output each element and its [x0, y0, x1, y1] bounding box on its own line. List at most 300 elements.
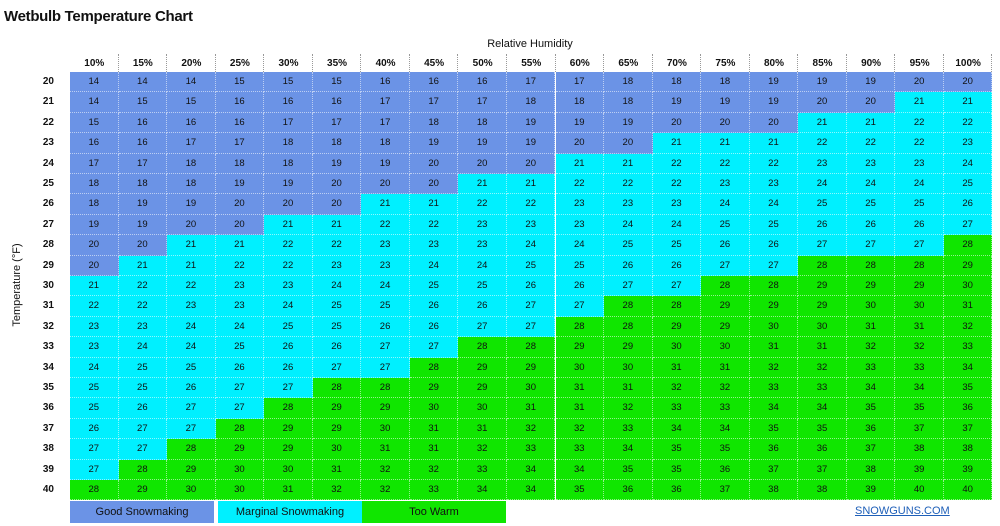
heatmap-cell: 24 — [556, 235, 605, 255]
heatmap-cell: 36 — [701, 460, 750, 480]
heatmap-cell: 31 — [313, 460, 362, 480]
heatmap-cell: 21 — [701, 133, 750, 153]
heatmap-cell: 23 — [944, 133, 993, 153]
heatmap-cell: 32 — [604, 398, 653, 418]
row-label: 28 — [42, 239, 54, 251]
legend-good-snowmaking: Good Snowmaking — [70, 501, 214, 523]
heatmap-cell: 34 — [701, 419, 750, 439]
heatmap-cell: 20 — [458, 154, 507, 174]
heatmap-cell: 24 — [70, 358, 119, 378]
heatmap-cell: 21 — [167, 256, 216, 276]
heatmap-cell: 31 — [944, 296, 993, 316]
heatmap-cell: 25 — [70, 378, 119, 398]
heatmap-cell: 18 — [604, 92, 653, 112]
heatmap-cell: 30 — [216, 460, 265, 480]
heatmap-cell: 22 — [895, 113, 944, 133]
heatmap-cell: 28 — [750, 276, 799, 296]
heatmap-cell: 27 — [70, 439, 119, 459]
heatmap-cell: 18 — [410, 113, 459, 133]
heatmap-cell: 14 — [119, 72, 168, 92]
heatmap-cell: 23 — [167, 296, 216, 316]
heatmap-cell: 25 — [119, 358, 168, 378]
heatmap-cell: 38 — [895, 439, 944, 459]
heatmap-cell: 34 — [847, 378, 896, 398]
heatmap-cell: 18 — [70, 174, 119, 194]
heatmap-cell: 23 — [216, 276, 265, 296]
heatmap-cell: 17 — [556, 72, 605, 92]
heatmap-cell: 16 — [264, 92, 313, 112]
heatmap-cell: 18 — [556, 92, 605, 112]
row-label: 24 — [42, 157, 54, 169]
heatmap-cell: 35 — [653, 460, 702, 480]
row-label: 30 — [42, 280, 54, 291]
heatmap-cell: 23 — [604, 194, 653, 214]
heatmap-cell: 29 — [847, 276, 896, 296]
heatmap-cell: 22 — [264, 235, 313, 255]
heatmap-cell: 20 — [604, 133, 653, 153]
heatmap-cell: 20 — [313, 174, 362, 194]
heatmap-cell: 30 — [458, 398, 507, 418]
heatmap-cell: 26 — [167, 378, 216, 398]
row-label: 31 — [42, 300, 54, 312]
heatmap-cell: 29 — [216, 439, 265, 459]
heatmap-cell: 34 — [653, 419, 702, 439]
heatmap-cell: 28 — [167, 439, 216, 459]
heatmap-cell: 38 — [750, 480, 799, 500]
heatmap-cell: 39 — [847, 480, 896, 500]
heatmap-cell: 23 — [507, 215, 556, 235]
heatmap-cell: 26 — [701, 235, 750, 255]
heatmap-cell: 31 — [750, 337, 799, 357]
heatmap-cell: 21 — [604, 154, 653, 174]
heatmap-cell: 31 — [410, 439, 459, 459]
heatmap-cell: 25 — [895, 194, 944, 214]
heatmap-cell: 30 — [895, 296, 944, 316]
heatmap-cell: 26 — [410, 317, 459, 337]
heatmap-cell: 22 — [556, 174, 605, 194]
heatmap-cell: 21 — [944, 92, 993, 112]
heatmap-cell: 22 — [119, 276, 168, 296]
heatmap-cell: 17 — [167, 133, 216, 153]
heatmap-cell: 25 — [507, 256, 556, 276]
heatmap-cell: 28 — [653, 296, 702, 316]
heatmap-cell: 26 — [119, 398, 168, 418]
heatmap-cell: 21 — [167, 235, 216, 255]
heatmap-cell: 27 — [944, 215, 993, 235]
heatmap-cell: 22 — [410, 215, 459, 235]
heatmap-cell: 17 — [410, 92, 459, 112]
heatmap-cell: 19 — [119, 194, 168, 214]
heatmap-cell: 17 — [216, 133, 265, 153]
heatmap-cell: 29 — [264, 439, 313, 459]
heatmap-cell: 24 — [847, 174, 896, 194]
heatmap-cell: 22 — [798, 133, 847, 153]
heatmap-cell: 33 — [653, 398, 702, 418]
y-axis-title: Temperature (°F) — [11, 243, 23, 327]
row-label: 35 — [42, 382, 54, 393]
heatmap-cell: 37 — [750, 460, 799, 480]
heatmap-cell: 30 — [604, 358, 653, 378]
heatmap-cell: 20 — [895, 72, 944, 92]
heatmap-cell: 16 — [70, 133, 119, 153]
heatmap-cell: 20 — [847, 92, 896, 112]
heatmap-cell: 27 — [750, 256, 799, 276]
heatmap-cell: 35 — [798, 419, 847, 439]
heatmap-cell: 29 — [361, 398, 410, 418]
heatmap-cell: 34 — [507, 460, 556, 480]
heatmap-cell: 26 — [410, 296, 459, 316]
heatmap-cell: 29 — [507, 358, 556, 378]
heatmap-cell: 22 — [701, 154, 750, 174]
heatmap-cell: 21 — [119, 256, 168, 276]
column-header: 10% — [84, 58, 105, 69]
heatmap-cell: 37 — [895, 419, 944, 439]
heatmap-cell: 28 — [895, 256, 944, 276]
heatmap-cell: 23 — [798, 154, 847, 174]
heatmap-cell: 31 — [604, 378, 653, 398]
heatmap-cell: 25 — [264, 317, 313, 337]
heatmap-cell: 21 — [895, 92, 944, 112]
heatmap-cell: 23 — [361, 256, 410, 276]
heatmap-cell: 37 — [798, 460, 847, 480]
heatmap-cell: 19 — [313, 154, 362, 174]
heatmap-cell: 27 — [167, 419, 216, 439]
heatmap-cell: 23 — [750, 174, 799, 194]
heatmap-cell: 28 — [798, 256, 847, 276]
heatmap-cell: 26 — [216, 358, 265, 378]
heatmap-cell: 27 — [653, 276, 702, 296]
heatmap-cell: 19 — [119, 215, 168, 235]
heatmap-cell: 19 — [750, 92, 799, 112]
heatmap-cell: 29 — [701, 296, 750, 316]
heatmap-cell: 24 — [701, 194, 750, 214]
heatmap-cell: 36 — [750, 439, 799, 459]
heatmap-cell: 21 — [653, 133, 702, 153]
heatmap-cell: 30 — [167, 480, 216, 500]
row-label: 26 — [42, 198, 54, 210]
heatmap-cell: 29 — [750, 296, 799, 316]
heatmap-cell: 31 — [847, 317, 896, 337]
row-label: 36 — [42, 402, 54, 414]
heatmap-cell: 22 — [895, 133, 944, 153]
heatmap-cell: 31 — [556, 378, 605, 398]
heatmap-cell: 21 — [216, 235, 265, 255]
heatmap-cell: 28 — [556, 317, 605, 337]
heatmap-cell: 37 — [847, 439, 896, 459]
heatmap-cell: 19 — [70, 215, 119, 235]
heatmap-cell: 26 — [507, 276, 556, 296]
heatmap-cell: 27 — [361, 337, 410, 357]
heatmap-cell: 18 — [701, 72, 750, 92]
heatmap-cell: 17 — [361, 113, 410, 133]
heatmap-cell: 23 — [410, 235, 459, 255]
heatmap-cell: 19 — [458, 133, 507, 153]
heatmap-cell: 27 — [119, 439, 168, 459]
column-header: 100% — [955, 58, 981, 69]
column-header: 20% — [181, 58, 202, 69]
heatmap-cell: 28 — [264, 398, 313, 418]
heatmap-cell: 32 — [750, 358, 799, 378]
heatmap-cell: 27 — [410, 337, 459, 357]
heatmap-cell: 30 — [653, 337, 702, 357]
heatmap-cell: 26 — [70, 419, 119, 439]
heatmap-cell: 29 — [895, 276, 944, 296]
heatmap-cell: 32 — [361, 480, 410, 500]
heatmap-cell: 20 — [701, 113, 750, 133]
heatmap-cell: 29 — [556, 337, 605, 357]
heatmap-cell: 32 — [507, 419, 556, 439]
column-header: 65% — [618, 58, 639, 69]
heatmap-cell: 36 — [847, 419, 896, 439]
heatmap-cell: 28 — [216, 419, 265, 439]
heatmap-cell: 21 — [507, 174, 556, 194]
heatmap-cell: 26 — [604, 256, 653, 276]
heatmap-cell: 19 — [750, 72, 799, 92]
heatmap-cell: 23 — [70, 317, 119, 337]
heatmap-cell: 34 — [798, 398, 847, 418]
heatmap-cell: 31 — [653, 358, 702, 378]
heatmap-cell: 35 — [653, 439, 702, 459]
legend-marginal-snowmaking: Marginal Snowmaking — [218, 501, 362, 523]
heatmap-cell: 25 — [70, 398, 119, 418]
column-header: 70% — [666, 58, 687, 69]
heatmap-cell: 33 — [750, 378, 799, 398]
chart-title: Wetbulb Temperature Chart — [4, 8, 193, 25]
heatmap-cell: 22 — [604, 174, 653, 194]
heatmap-cell: 38 — [944, 439, 993, 459]
row-label: 22 — [42, 116, 54, 128]
heatmap-cell: 25 — [798, 194, 847, 214]
heatmap-cell: 28 — [701, 276, 750, 296]
heatmap-cell: 15 — [264, 72, 313, 92]
heatmap-cell: 22 — [361, 215, 410, 235]
heatmap-cell: 36 — [798, 439, 847, 459]
column-header: 95% — [909, 58, 930, 69]
heatmap-cell: 29 — [458, 358, 507, 378]
heatmap-cell: 24 — [264, 296, 313, 316]
heatmap-cell: 24 — [750, 194, 799, 214]
heatmap-cell: 16 — [216, 92, 265, 112]
heatmap-cell: 31 — [361, 439, 410, 459]
heatmap-cell: 26 — [653, 256, 702, 276]
heatmap-cell: 18 — [264, 154, 313, 174]
heatmap-cell: 23 — [458, 235, 507, 255]
heatmap-cell: 29 — [604, 337, 653, 357]
heatmap-cell: 28 — [507, 337, 556, 357]
heatmap-cell: 35 — [604, 460, 653, 480]
heatmap-cell: 31 — [458, 419, 507, 439]
heatmap-cell: 27 — [313, 358, 362, 378]
heatmap-cell: 25 — [216, 337, 265, 357]
heatmap-cell: 29 — [313, 398, 362, 418]
heatmap-cell: 32 — [361, 460, 410, 480]
heatmap-cell: 29 — [167, 460, 216, 480]
heatmap-cell: 22 — [216, 256, 265, 276]
heatmap-cell: 16 — [361, 72, 410, 92]
heatmap-cell: 18 — [361, 133, 410, 153]
heatmap-cell: 16 — [167, 113, 216, 133]
heatmap-cell: 36 — [944, 398, 993, 418]
heatmap-cell: 28 — [70, 480, 119, 500]
heatmap-cell: 19 — [556, 113, 605, 133]
heatmap-cell: 23 — [556, 194, 605, 214]
heatmap-cell: 19 — [507, 113, 556, 133]
heatmap-cell: 34 — [895, 378, 944, 398]
x-axis-title: Relative Humidity — [487, 38, 573, 50]
heatmap-cell: 25 — [119, 378, 168, 398]
heatmap-cell: 23 — [556, 215, 605, 235]
heatmap-cell: 17 — [458, 92, 507, 112]
heatmap-cell: 23 — [653, 194, 702, 214]
heatmap-cell: 18 — [264, 133, 313, 153]
heatmap-cell: 30 — [507, 378, 556, 398]
heatmap-cell: 30 — [361, 419, 410, 439]
heatmap-cell: 26 — [798, 215, 847, 235]
heatmap-cell: 31 — [556, 398, 605, 418]
heatmap-cell: 20 — [167, 215, 216, 235]
heatmap-cell: 27 — [556, 296, 605, 316]
heatmap-cell: 25 — [458, 276, 507, 296]
column-header: 80% — [763, 58, 784, 69]
heatmap-cell: 27 — [264, 378, 313, 398]
heatmap-cell: 31 — [798, 337, 847, 357]
heatmap-cell: 32 — [701, 378, 750, 398]
heatmap-cell: 30 — [313, 439, 362, 459]
heatmap-cell: 17 — [313, 113, 362, 133]
heatmap-cell: 20 — [556, 133, 605, 153]
brand-link[interactable]: SNOWGUNS.COM — [855, 505, 950, 517]
heatmap-cell: 37 — [701, 480, 750, 500]
heatmap-cell: 32 — [556, 419, 605, 439]
heatmap-cell: 20 — [70, 256, 119, 276]
heatmap-cell: 19 — [653, 92, 702, 112]
heatmap-cell: 29 — [119, 480, 168, 500]
heatmap-cell: 20 — [798, 92, 847, 112]
heatmap-cell: 40 — [944, 480, 993, 500]
heatmap-cell: 21 — [847, 113, 896, 133]
heatmap-cell: 35 — [944, 378, 993, 398]
heatmap-cell: 32 — [458, 439, 507, 459]
heatmap-cell: 27 — [798, 235, 847, 255]
heatmap-cell: 27 — [847, 235, 896, 255]
heatmap-cell: 20 — [119, 235, 168, 255]
heatmap-cell: 18 — [313, 133, 362, 153]
heatmap-cell: 39 — [895, 460, 944, 480]
heatmap-cell: 24 — [604, 215, 653, 235]
heatmap-cell: 29 — [653, 317, 702, 337]
heatmap-cell: 19 — [507, 133, 556, 153]
heatmap-cell: 20 — [410, 174, 459, 194]
heatmap-cell: 32 — [798, 358, 847, 378]
heatmap-cell: 15 — [119, 92, 168, 112]
heatmap-cell: 33 — [604, 419, 653, 439]
heatmap-cell: 20 — [216, 194, 265, 214]
heatmap-cell: 28 — [361, 378, 410, 398]
heatmap-cell: 20 — [750, 113, 799, 133]
heatmap-cell: 17 — [119, 154, 168, 174]
heatmap-cell: 23 — [313, 256, 362, 276]
legend-too-warm: Too Warm — [362, 501, 506, 523]
heatmap-cell: 27 — [507, 317, 556, 337]
heatmap-cell: 33 — [895, 358, 944, 378]
heatmap-cell: 16 — [458, 72, 507, 92]
heatmap-cell: 24 — [798, 174, 847, 194]
heatmap-cell: 18 — [507, 92, 556, 112]
heatmap-cell: 26 — [264, 337, 313, 357]
heatmap-cell: 32 — [895, 337, 944, 357]
heatmap-cell: 29 — [458, 378, 507, 398]
heatmap-cell: 18 — [167, 154, 216, 174]
heatmap-cell: 19 — [410, 133, 459, 153]
heatmap-cell: 31 — [264, 480, 313, 500]
heatmap-cell: 31 — [410, 419, 459, 439]
heatmap-cell: 20 — [216, 215, 265, 235]
heatmap-cell: 33 — [798, 378, 847, 398]
heatmap-cell: 29 — [798, 276, 847, 296]
heatmap-cell: 30 — [798, 317, 847, 337]
heatmap-cell: 29 — [798, 296, 847, 316]
column-header: 60% — [569, 58, 590, 69]
heatmap-cell: 18 — [70, 194, 119, 214]
heatmap-cell: 30 — [216, 480, 265, 500]
heatmap-cell: 33 — [944, 337, 993, 357]
heatmap-cell: 25 — [653, 235, 702, 255]
heatmap-cell: 24 — [167, 337, 216, 357]
heatmap-cell: 20 — [361, 174, 410, 194]
heatmap-cell: 34 — [507, 480, 556, 500]
row-label: 40 — [42, 484, 54, 495]
heatmap-cell: 29 — [313, 419, 362, 439]
row-label: 27 — [42, 218, 54, 230]
heatmap-cell: 20 — [653, 113, 702, 133]
heatmap-cell: 29 — [701, 317, 750, 337]
heatmap-cell: 22 — [264, 256, 313, 276]
heatmap-cell: 22 — [313, 235, 362, 255]
heatmap-cell: 23 — [361, 235, 410, 255]
heatmap-cell: 30 — [410, 398, 459, 418]
heatmap-cell: 24 — [119, 337, 168, 357]
heatmap-cell: 22 — [750, 154, 799, 174]
heatmap-cell: 22 — [944, 113, 993, 133]
heatmap-cell: 27 — [119, 419, 168, 439]
heatmap-cell: 27 — [216, 398, 265, 418]
heatmap-cell: 35 — [895, 398, 944, 418]
row-label: 29 — [42, 259, 54, 271]
heatmap-cell: 14 — [70, 72, 119, 92]
heatmap-cell: 34 — [458, 480, 507, 500]
heatmap-cell: 28 — [944, 235, 993, 255]
heatmap-cell: 27 — [70, 460, 119, 480]
heatmap-cell: 22 — [458, 194, 507, 214]
heatmap-cell: 21 — [361, 194, 410, 214]
heatmap-cell: 39 — [944, 460, 993, 480]
heatmap-cell: 15 — [313, 72, 362, 92]
heatmap-cell: 22 — [119, 296, 168, 316]
heatmap-cell: 20 — [70, 235, 119, 255]
heatmap-cell: 22 — [70, 296, 119, 316]
column-header: 25% — [229, 58, 250, 69]
heatmap-cell: 24 — [410, 256, 459, 276]
heatmap-cell: 32 — [847, 337, 896, 357]
heatmap-cell: 31 — [895, 317, 944, 337]
column-header: 55% — [521, 58, 542, 69]
heatmap-cell: 30 — [556, 358, 605, 378]
heatmap-cell: 19 — [167, 194, 216, 214]
heatmap-cell: 23 — [895, 154, 944, 174]
heatmap-cell: 19 — [701, 92, 750, 112]
heatmap-cell: 25 — [604, 235, 653, 255]
heatmap-cell: 34 — [750, 398, 799, 418]
